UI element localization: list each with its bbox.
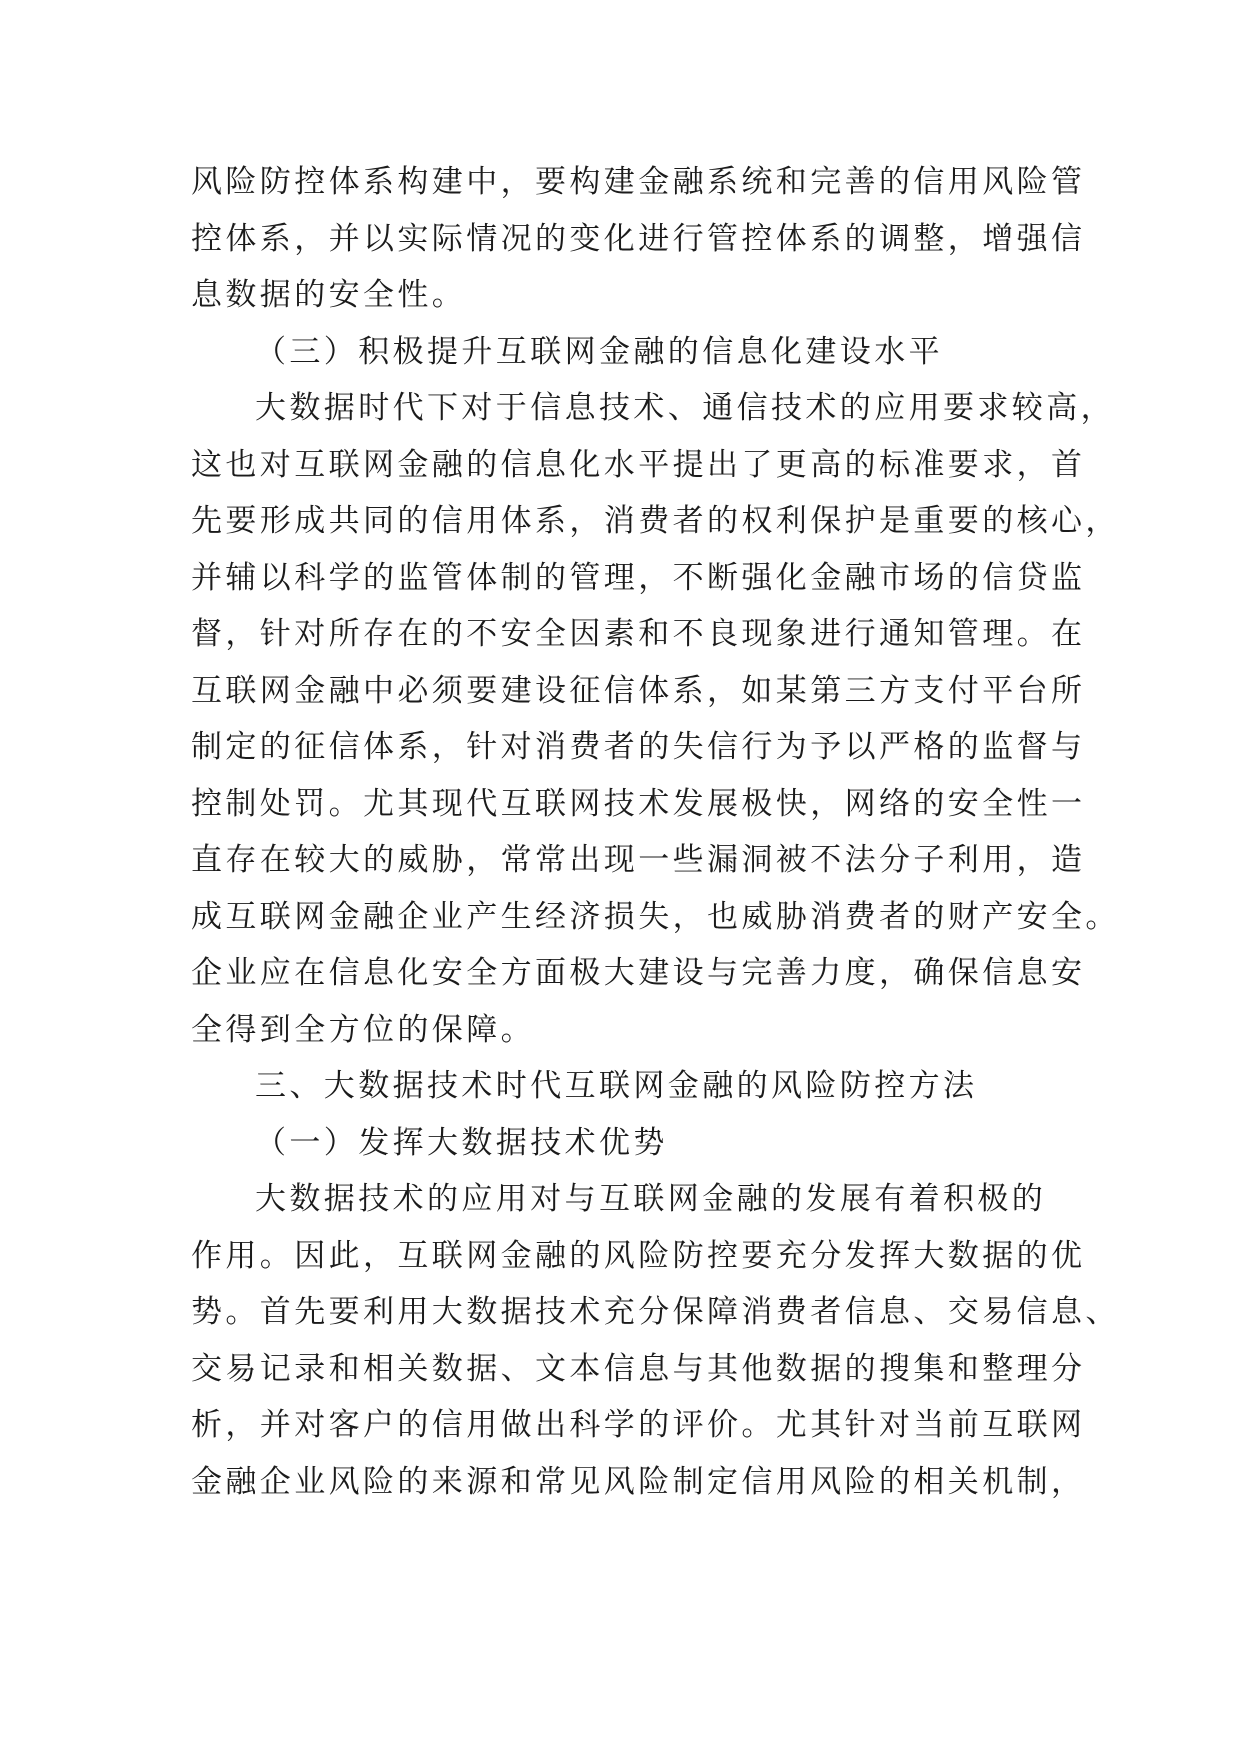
text-line: 析，并对客户的信用做出科学的评价。尤其针对当前互联网 <box>191 1407 1086 1443</box>
text-line: 风险防控体系构建中，要构建金融系统和完善的信用风险管 <box>191 164 1086 200</box>
text-line: 控制处罚。尤其现代互联网技术发展极快，网络的安全性一 <box>191 785 1086 822</box>
text-line: 互联网金融中必须要建设征信体系，如某第三方支付平台所 <box>191 672 1086 709</box>
text-line: 成互联网金融企业产生经济损失，也威胁消费者的财产安全。 <box>191 898 1120 935</box>
text-line: 作用。因此，互联网金融的风险防控要充分发挥大数据的优 <box>191 1237 1086 1274</box>
text-line: 并辅以科学的监管体制的管理，不断强化金融市场的信贷监 <box>191 559 1086 596</box>
text-line: 这也对互联网金融的信息化水平提出了更高的标准要求，首 <box>191 446 1086 483</box>
text-line: 大数据技术的应用对与互联网金融的发展有着积极的 <box>255 1181 1047 1217</box>
text-line: 息数据的安全性。 <box>191 277 467 313</box>
section-heading: （三）积极提升互联网金融的信息化建设水平 <box>255 333 943 370</box>
text-line: 控体系，并以实际情况的变化进行管控体系的调整，增强信 <box>191 220 1086 257</box>
text-line: 企业应在信息化安全方面极大建设与完善力度，确保信息安 <box>191 955 1086 991</box>
text-line: 金融企业风险的来源和常见风险制定信用风险的相关机制， <box>191 1463 1086 1500</box>
text-line: 大数据时代下对于信息技术、通信技术的应用要求较高， <box>255 390 1115 426</box>
text-line: 制定的征信体系，针对消费者的失信行为予以严格的监督与 <box>191 729 1086 765</box>
document-body <box>191 154 1120 1510</box>
text-line: 督，针对所存在的不安全因素和不良现象进行通知管理。在 <box>191 616 1086 652</box>
text-line: 交易记录和相关数据、文本信息与其他数据的搜集和整理分 <box>191 1350 1086 1387</box>
text-line: 全得到全方位的保障。 <box>191 1011 535 1048</box>
text-line: 势。首先要利用大数据技术充分保障消费者信息、交易信息、 <box>191 1294 1120 1330</box>
subsection-heading: （一）发挥大数据技术优势 <box>255 1124 668 1161</box>
section-heading: 三、大数据技术时代互联网金融的风险防控方法 <box>255 1068 978 1104</box>
text-line: 先要形成共同的信用体系，消费者的权利保护是重要的核心， <box>191 503 1120 539</box>
text-line: 直存在较大的威胁，常常出现一些漏洞被不法分子利用，造 <box>191 842 1086 878</box>
